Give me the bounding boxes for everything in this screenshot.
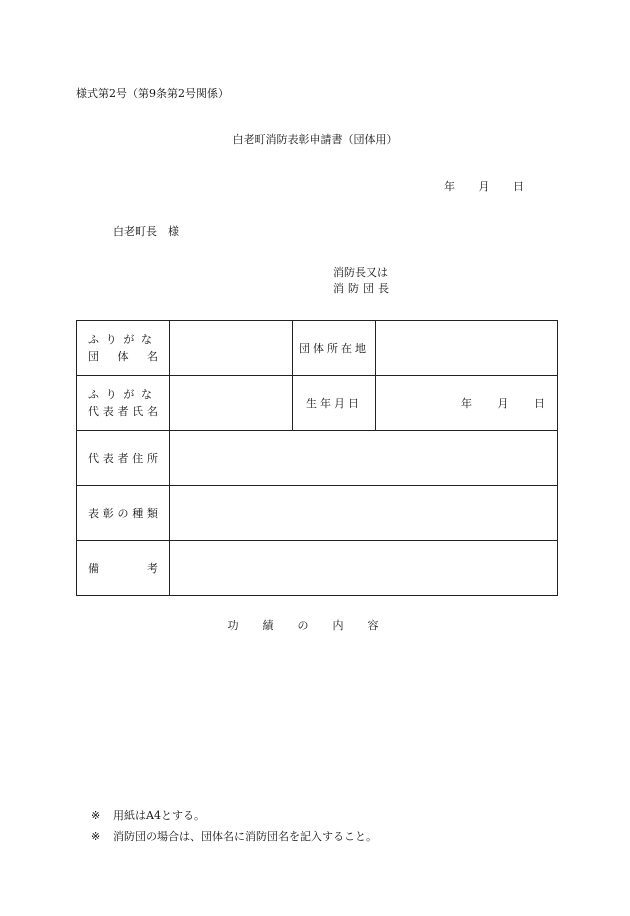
representative-address-label-cell bbox=[77, 431, 170, 486]
representative-name-field[interactable] bbox=[170, 376, 293, 431]
application-table bbox=[76, 320, 558, 596]
award-type-label: 表彰の種類 bbox=[88, 506, 158, 520]
award-type-label-cell bbox=[77, 486, 170, 541]
table-row bbox=[77, 321, 558, 376]
applicant-line-2: 消防団長 bbox=[333, 282, 393, 295]
award-type-field[interactable] bbox=[170, 486, 558, 541]
application-date: 年 月 日 bbox=[444, 180, 524, 193]
note-item bbox=[91, 805, 377, 826]
table-row bbox=[77, 486, 558, 541]
note-mark: ※ bbox=[91, 809, 101, 822]
representative-name-label-cell bbox=[77, 376, 170, 431]
group-address-label: 団体所在地 bbox=[293, 321, 376, 376]
applicant-block bbox=[333, 265, 393, 297]
note-text: 消防団の場合は、団体名に消防団名を記入すること。 bbox=[113, 830, 377, 843]
representative-address-field[interactable] bbox=[170, 431, 558, 486]
applicant-line-1: 消防長又は bbox=[333, 266, 388, 279]
birthdate-label: 生年月日 bbox=[293, 376, 376, 431]
group-name-field[interactable] bbox=[170, 321, 293, 376]
note-mark: ※ bbox=[91, 830, 101, 843]
remarks-label: 備考 bbox=[88, 561, 158, 575]
furigana-label: ふりがな bbox=[88, 388, 158, 401]
table-row bbox=[77, 541, 558, 596]
note-text: 用紙はA4とする。 bbox=[113, 809, 205, 822]
form-number: 様式第2号（第9条第2号関係） bbox=[76, 87, 229, 100]
group-address-field[interactable] bbox=[376, 321, 558, 376]
birthdate-field[interactable]: 年 月 日 bbox=[376, 376, 558, 431]
group-name-label-cell bbox=[77, 321, 170, 376]
achievements-heading: 功績の内容 bbox=[227, 619, 403, 632]
table-row bbox=[77, 431, 558, 486]
furigana-label: ふりがな bbox=[88, 333, 158, 346]
group-name-label: 団体名 bbox=[88, 350, 158, 363]
document-title: 白老町消防表彰申請書（団体用） bbox=[232, 133, 398, 146]
representative-name-label: 代表者氏名 bbox=[88, 405, 158, 418]
remarks-field[interactable] bbox=[170, 541, 558, 596]
addressee: 白老町長 様 bbox=[113, 225, 179, 238]
table-row bbox=[77, 376, 558, 431]
note-item bbox=[91, 826, 377, 847]
notes bbox=[91, 805, 377, 847]
remarks-label-cell bbox=[77, 541, 170, 596]
representative-address-label: 代表者住所 bbox=[88, 451, 158, 465]
